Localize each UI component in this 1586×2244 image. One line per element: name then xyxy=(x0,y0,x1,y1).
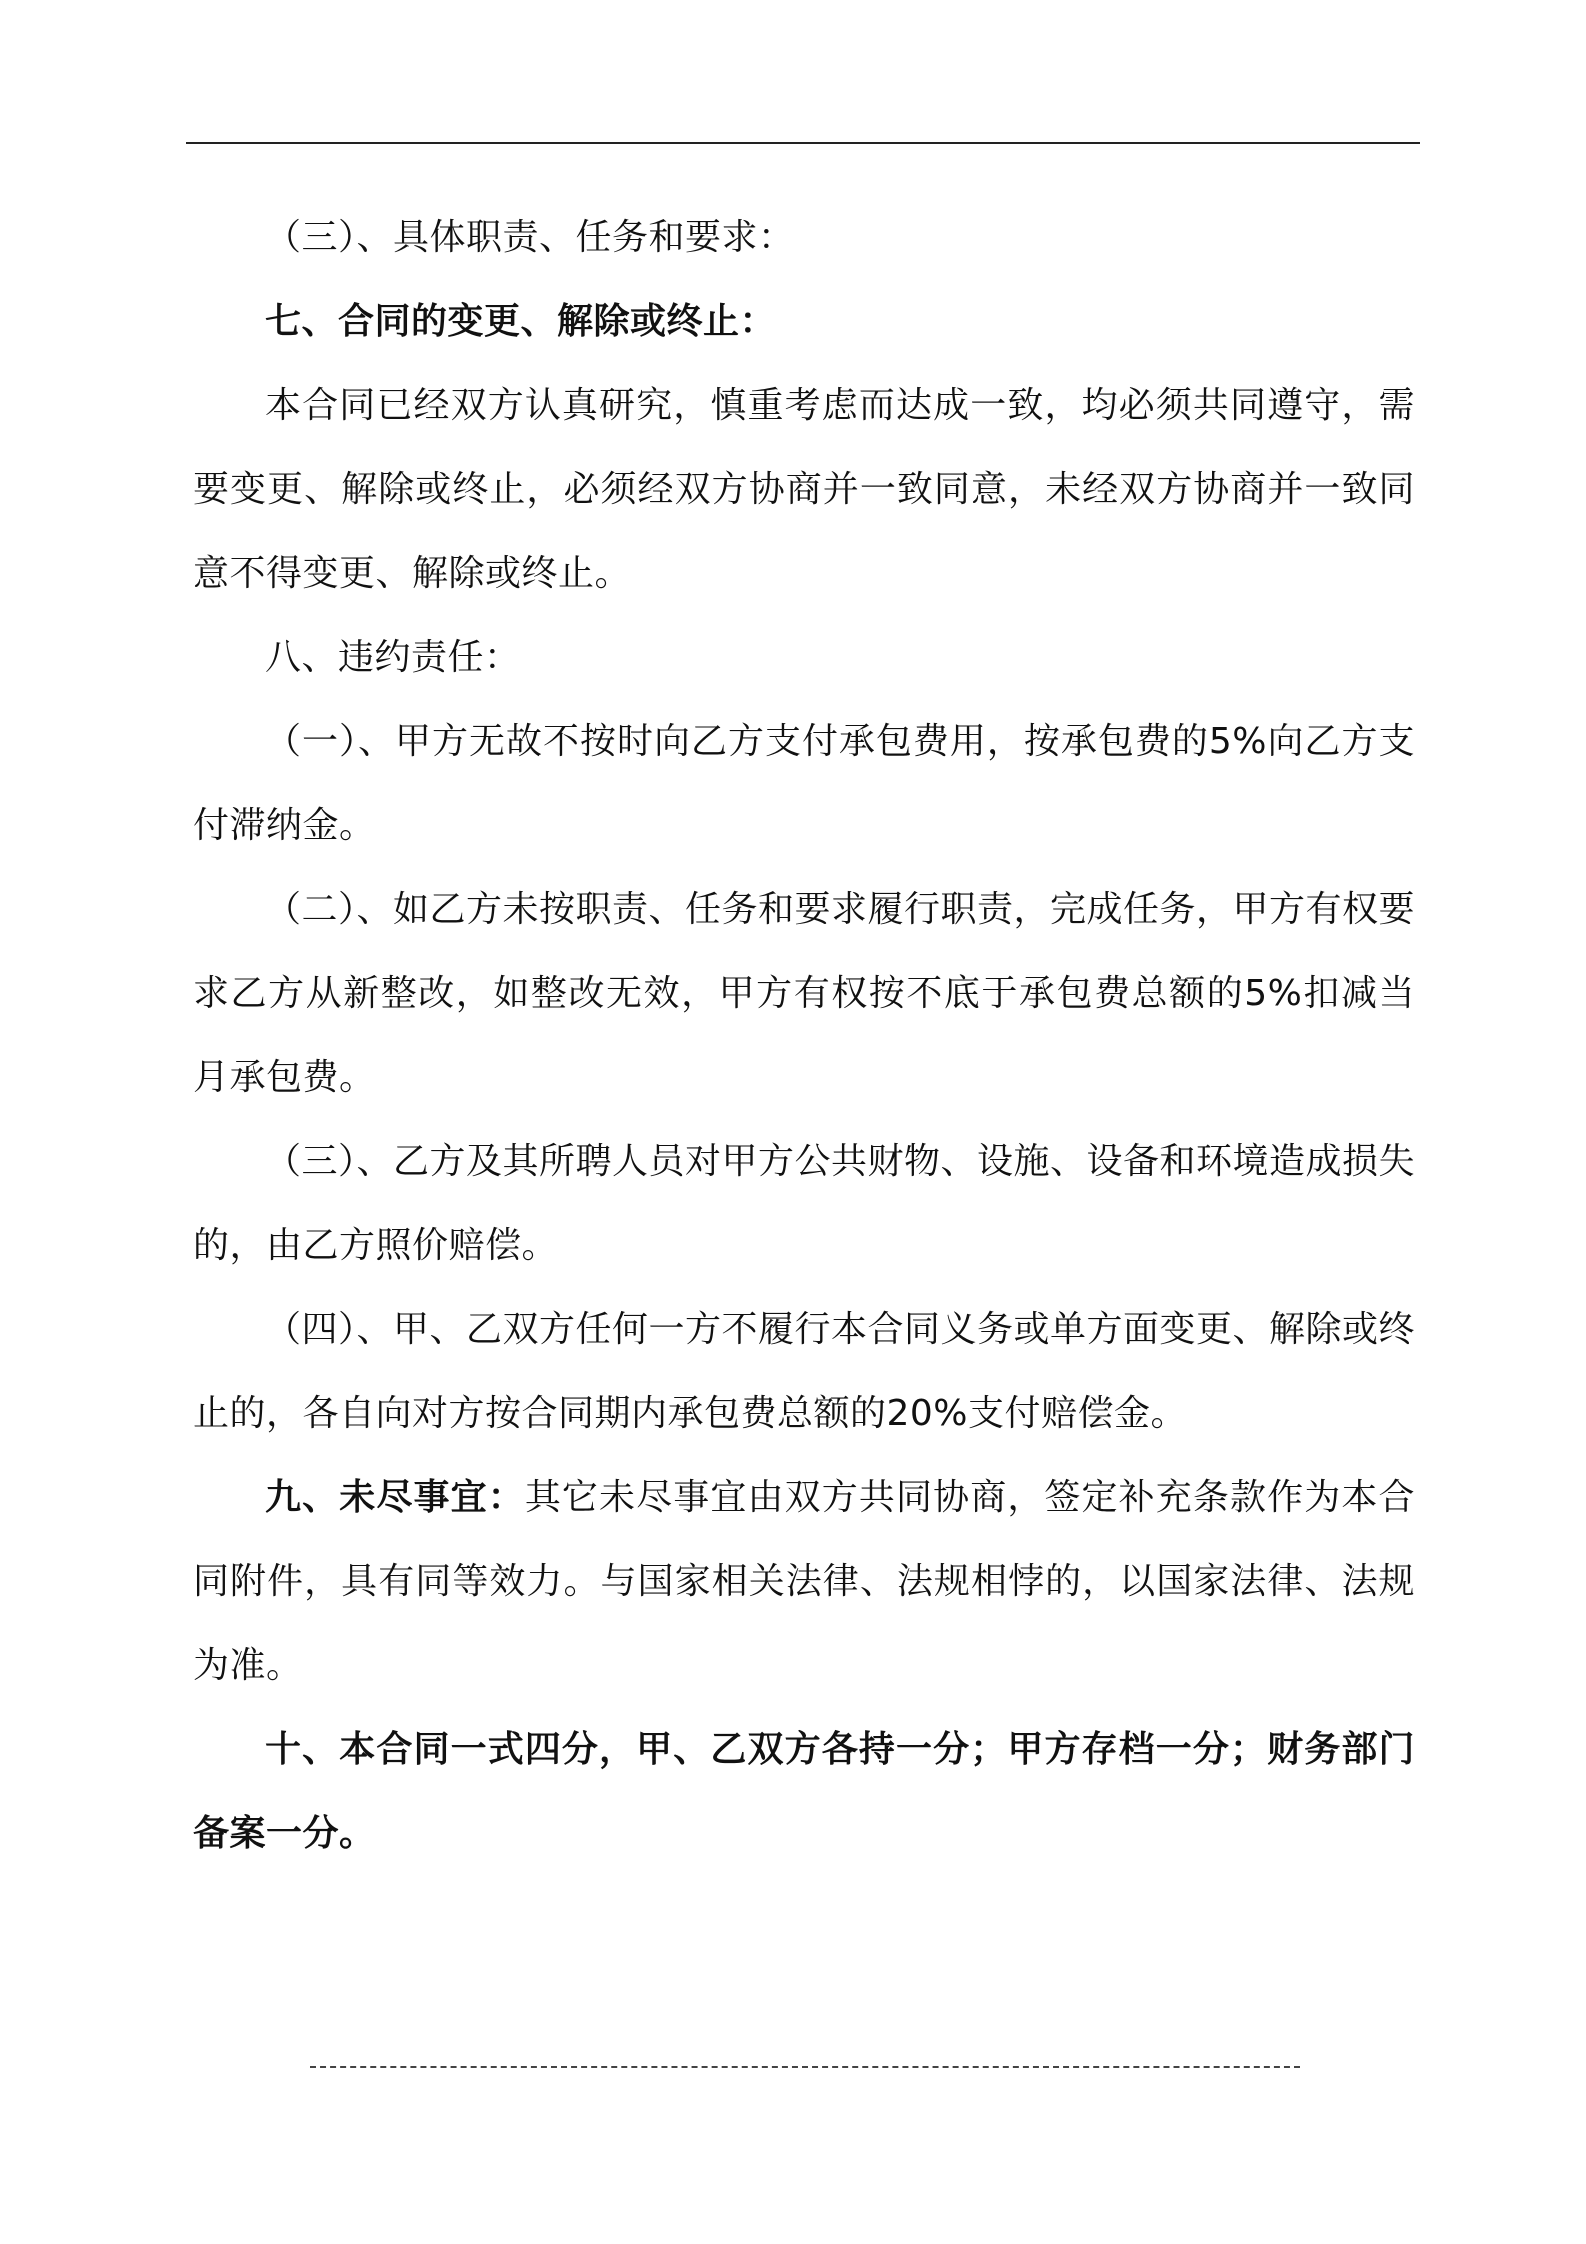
paragraph-clause-10: 十、本合同一式四分，甲、乙双方各持一分；甲方存档一分；财务部门备案一分。 xyxy=(193,1729,1415,1854)
clause-9-body: 其它未尽事宜由双方共同协商，签定补充条款作为本合同附件，具有同等效力。与国家相关法律、法规相悖的，以国家法律、法规为准。 xyxy=(193,1477,1415,1686)
paragraph-clause-9 xyxy=(193,1456,1415,1708)
paragraph-clause-8-item-1: （一）、甲方无故不按时向乙方支付承包费用，按承包费的5%向乙方支付滞纳金。 xyxy=(193,721,1415,846)
footer-dashed-rule xyxy=(310,2066,1300,2068)
paragraph-clause-8-item-2: （二）、如乙方未按职责、任务和要求履行职责，完成任务，甲方有权要求乙方从新整改，如整改无效，甲方有权按不底于承包费总额的5%扣减当月承包费。 xyxy=(193,889,1416,1098)
clause-9-heading: 九、未尽事宜： xyxy=(265,1477,525,1518)
heading-clause-8: 八、违约责任： xyxy=(265,637,521,678)
paragraph-section-3-duties: （三）、具体职责、任务和要求： xyxy=(265,217,795,258)
heading-clause-7: 七、合同的变更、解除或终止： xyxy=(265,301,777,342)
paragraph-clause-8-item-4: （四）、甲、乙双方任何一方不履行本合同义务或单方面变更、解除或终止的，各自向对方按合同期内承包费总额的20%支付赔偿金。 xyxy=(193,1309,1416,1434)
paragraph-clause-7-body: 本合同已经双方认真研究，慎重考虑而达成一致，均必须共同遵守，需要变更、解除或终止，必须经双方协商并一致同意，未经双方协商并一致同意不得变更、解除或终止。 xyxy=(193,385,1415,594)
document-body xyxy=(193,196,1415,1876)
header-rule xyxy=(186,142,1420,144)
paragraph-clause-8-item-3: （三）、乙方及其所聘人员对甲方公共财物、设施、设备和环境造成损失的，由乙方照价赔偿。 xyxy=(193,1141,1416,1266)
